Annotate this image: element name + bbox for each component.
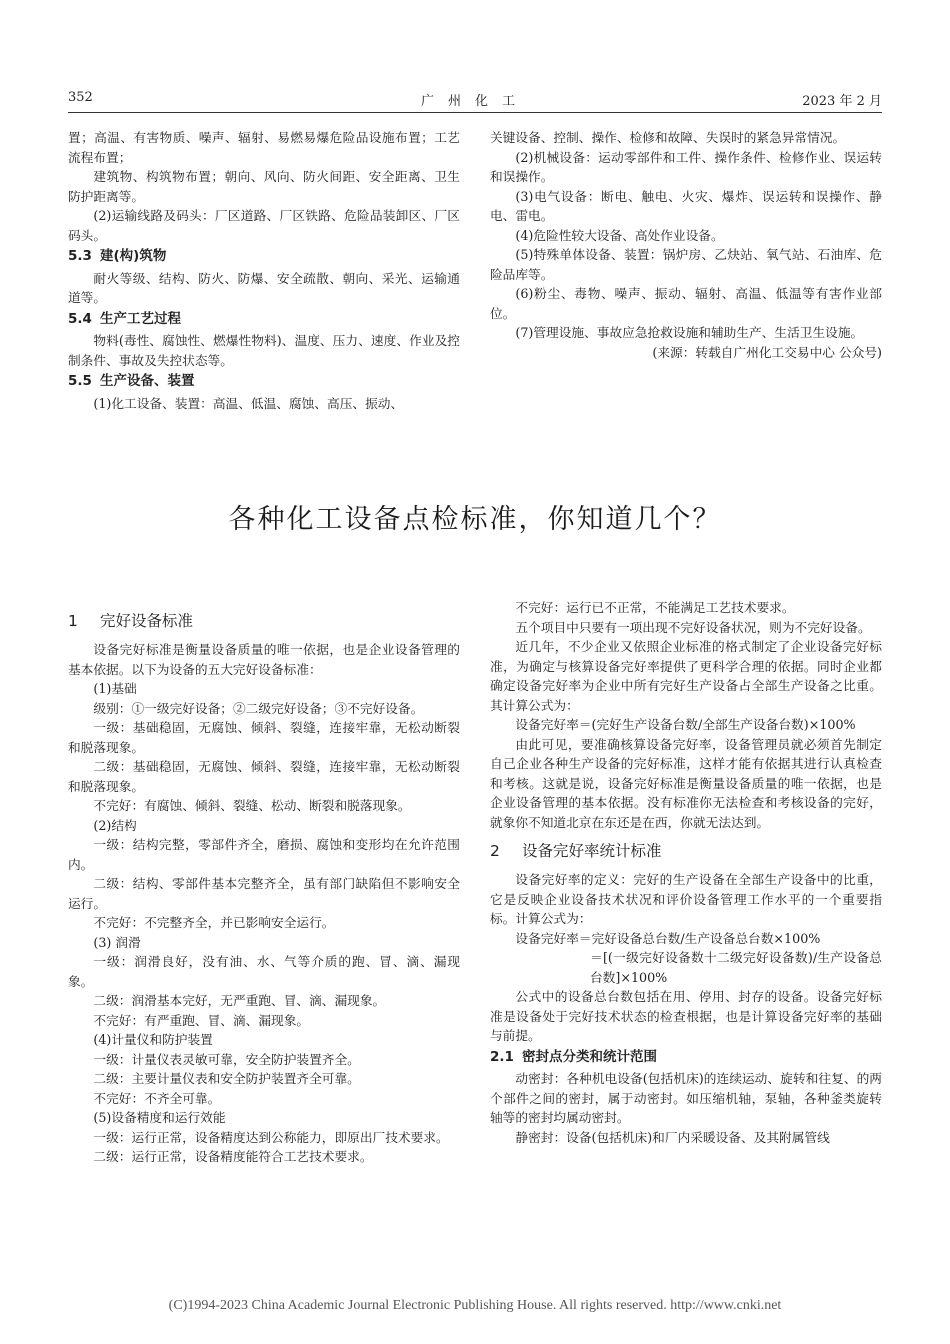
paragraph: 级别：①一级完好设备；②二级完好设备；③不完好设备。: [93, 700, 424, 716]
section-number: 5.3: [68, 248, 92, 264]
list-item: (5)设备精度和运行效能: [93, 1110, 226, 1125]
section-heading-5-5: [68, 372, 460, 392]
paragraph: 物料(毒性、腐蚀性、燃爆性物料)、温度、压力、速度、作业及控制条件、事故及失控状态等。: [68, 333, 460, 368]
paragraph: 公式中的设备总台数包括在用、停用、封存的设备。设备完好标准是设备处于完好技术状态的检查根据，也是计算设备完好率的基础与前提。: [490, 989, 882, 1043]
paragraph: 二级：基础稳固，无腐蚀、倾斜、裂缝，连接牢靠，无松动断裂和脱落现象。: [68, 759, 460, 794]
paragraph: 一级：基础稳固，无腐蚀、倾斜、裂缝，连接牢靠，无松动断裂和脱落现象。: [68, 720, 460, 755]
source-note: (来源：转载自广州化工交易中心 公众号): [652, 344, 882, 360]
paragraph: 设备完好率的定义：完好的生产设备在全部生产设备中的比重，它是反映企业设备技术状况和评价设备管理工作水平的一个重要指标。计算公式为：: [490, 872, 882, 926]
section-heading-1: [68, 610, 460, 632]
paragraph: 建筑物、构筑物布置；朝向、风向、防火间距、安全距离、卫生防护距离等。: [68, 169, 460, 204]
paragraph: 五个项目中只要有一项出现不完好设备状况，则为不完好设备。: [515, 619, 871, 635]
top-left-column: [68, 128, 460, 413]
paragraph: 二级：运行正常，设备精度能符合工艺技术要求。: [93, 1149, 373, 1164]
paragraph: 设备完好标准是衡量设备质量的唯一依据，也是企业设备管理的基本依据。以下为设备的五大完好设备标准：: [68, 642, 460, 677]
section-heading-5-4: [68, 310, 460, 330]
paragraph: (1)化工设备、装置：高温、低温、腐蚀、高压、振动、: [93, 395, 404, 411]
paragraph: (3)电气设备：断电、触电、火灾、爆炸、误运转和误操作、静电、雷电。: [490, 188, 882, 223]
journal-name: 广州化工: [420, 94, 529, 109]
paragraph: 一级：润滑良好，没有油、水、气等介质的跑、冒、滴、漏现象。: [68, 954, 460, 989]
paragraph: (4)危险性较大设备、高处作业设备。: [515, 227, 724, 243]
paragraph: 不完好：有腐蚀、倾斜、裂缝、松动、断裂和脱落现象。: [93, 798, 411, 813]
section-title: 密封点分类和统计范围: [522, 1048, 657, 1065]
paragraph: 置；高温、有害物质、噪声、辐射、易燃易爆危险品设施布置；工艺流程布置；: [68, 130, 460, 165]
paragraph: 不完好：不完整齐全，并已影响安全运行。: [93, 915, 335, 930]
top-right-column: [490, 128, 882, 362]
paragraph: 一级：运行正常，设备精度达到公称能力，即原出厂技术要求。: [93, 1129, 449, 1145]
section-title: 设备完好率统计标准: [522, 842, 662, 860]
formula-continued: ＝[(一级完好设备数十二级完好设备数)/生产设备总台数]×100%: [590, 950, 882, 985]
paragraph: 由此可见，要准确核算设备完好率，设备管理员就必须首先制定自己企业各种生产设备的完好标准，这样才能有依据其进行认真检查和考核。这就是说，设备完好标准是衡量设备质量的唯一依据，也是企业设备管理的基本依据。没有标准你无法检查和考核设备的完好，就象你不知道北京在东还是在西，你就无法达到。: [490, 736, 882, 830]
list-item: (2)结构: [93, 817, 137, 833]
paragraph: 近几年，不少企业又依照企业标准的格式制定了企业设备完好标准，为确定与核算设备完好率提供了更科学合理的依据。同时企业都确定设备完好率为企业中所有完好生产设备占全部生产设备之比重。其计算公式为：: [490, 639, 882, 713]
paragraph: 耐火等级、结构、防火、防爆、安全疏散、朝向、采光、运输通道等。: [68, 270, 460, 305]
section-number: 5.4: [68, 310, 92, 327]
section-title: 生产设备、装置: [100, 373, 195, 389]
section-heading-2-1: [490, 1048, 882, 1068]
paragraph: (2)运输线路及码头：厂区道路、厂区铁路、危险品装卸区、厂区码头。: [68, 208, 460, 243]
list-item: (1)基础: [93, 681, 137, 696]
header-rule: [68, 112, 882, 113]
section-number: 5.5: [68, 373, 92, 389]
paragraph: 不完好：运行已不正常，不能满足工艺技术要求。: [515, 600, 795, 615]
paragraph: 动密封：各种机电设备(包括机床)的连续运动、旋转和往复、的两个部件之间的密封，属于动密封。如压缩机轴，泵轴，各种釜类旋转轴等的密封均属动密封。: [490, 1071, 882, 1125]
main-right-column: [490, 598, 882, 1147]
section-title: 完好设备标准: [100, 612, 194, 630]
paragraph: (5)特殊单体设备、装置：锅炉房、乙炔站、氧气站、石油库、危险品库等。: [490, 247, 882, 282]
list-item: (4)计量仪和防护装置: [93, 1032, 213, 1047]
section-number: 1: [68, 612, 78, 630]
paragraph: 一级：结构完整，零部件齐全，磨损、腐蚀和变形均在允许范围内。: [68, 837, 460, 872]
section-title: 生产工艺过程: [100, 310, 181, 327]
section-number: 2: [490, 842, 500, 860]
list-item: (3) 润滑: [93, 934, 141, 950]
paragraph: 关键设备、控制、操作、检修和故障、失误时的紧急异常情况。: [490, 130, 846, 145]
copyright-footer: (C)1994-2023 China Academic Journal Electronic Publishing House. All rights reserved. http://www.cnki.net: [168, 1298, 782, 1313]
paragraph: 二级：结构、零部件基本完整齐全，虽有部门缺陷但不影响安全运行。: [68, 876, 460, 911]
paragraph: (7)管理设施、事故应急抢救设施和辅助生产、生活卫生设施。: [515, 325, 864, 340]
paragraph: 静密封：设备(包括机床)和厂内采暖设备、及其附属管线: [515, 1129, 830, 1145]
paragraph: 二级：主要计量仪表和安全防护装置齐全可靠。: [93, 1071, 360, 1086]
paragraph: (2)机械设备：运动零部件和工件、操作条件、检修作业、误运转和误操作。: [490, 149, 882, 184]
main-left-column: [68, 610, 460, 1167]
paragraph: 一级：计量仪表灵敏可靠，安全防护装置齐全。: [93, 1051, 360, 1067]
formula: 设备完好率＝完好设备总台数/生产设备总台数×100%: [515, 930, 821, 946]
article-title: 各种化工设备点检标准，你知道几个？: [228, 504, 722, 535]
section-number: 2.1: [490, 1048, 514, 1065]
section-title: 建(构)筑物: [100, 248, 167, 264]
section-heading-5-3: [68, 247, 460, 267]
section-heading-2: [490, 840, 882, 862]
issue-date: 2023 年 2 月: [802, 94, 882, 109]
page-number: 352: [68, 90, 93, 105]
formula: 设备完好率＝(完好生产设备台数/全部生产设备台数)×100%: [515, 717, 856, 732]
paragraph: 不完好：不齐全可靠。: [93, 1090, 221, 1106]
paragraph: 不完好：有严重跑、冒、滴、漏现象。: [93, 1012, 310, 1028]
paragraph: (6)粉尘、毒物、噪声、振动、辐射、高温、低温等有害作业部位。: [490, 286, 882, 321]
paragraph: 二级：润滑基本完好，无严重跑、冒、滴、漏现象。: [93, 993, 386, 1008]
